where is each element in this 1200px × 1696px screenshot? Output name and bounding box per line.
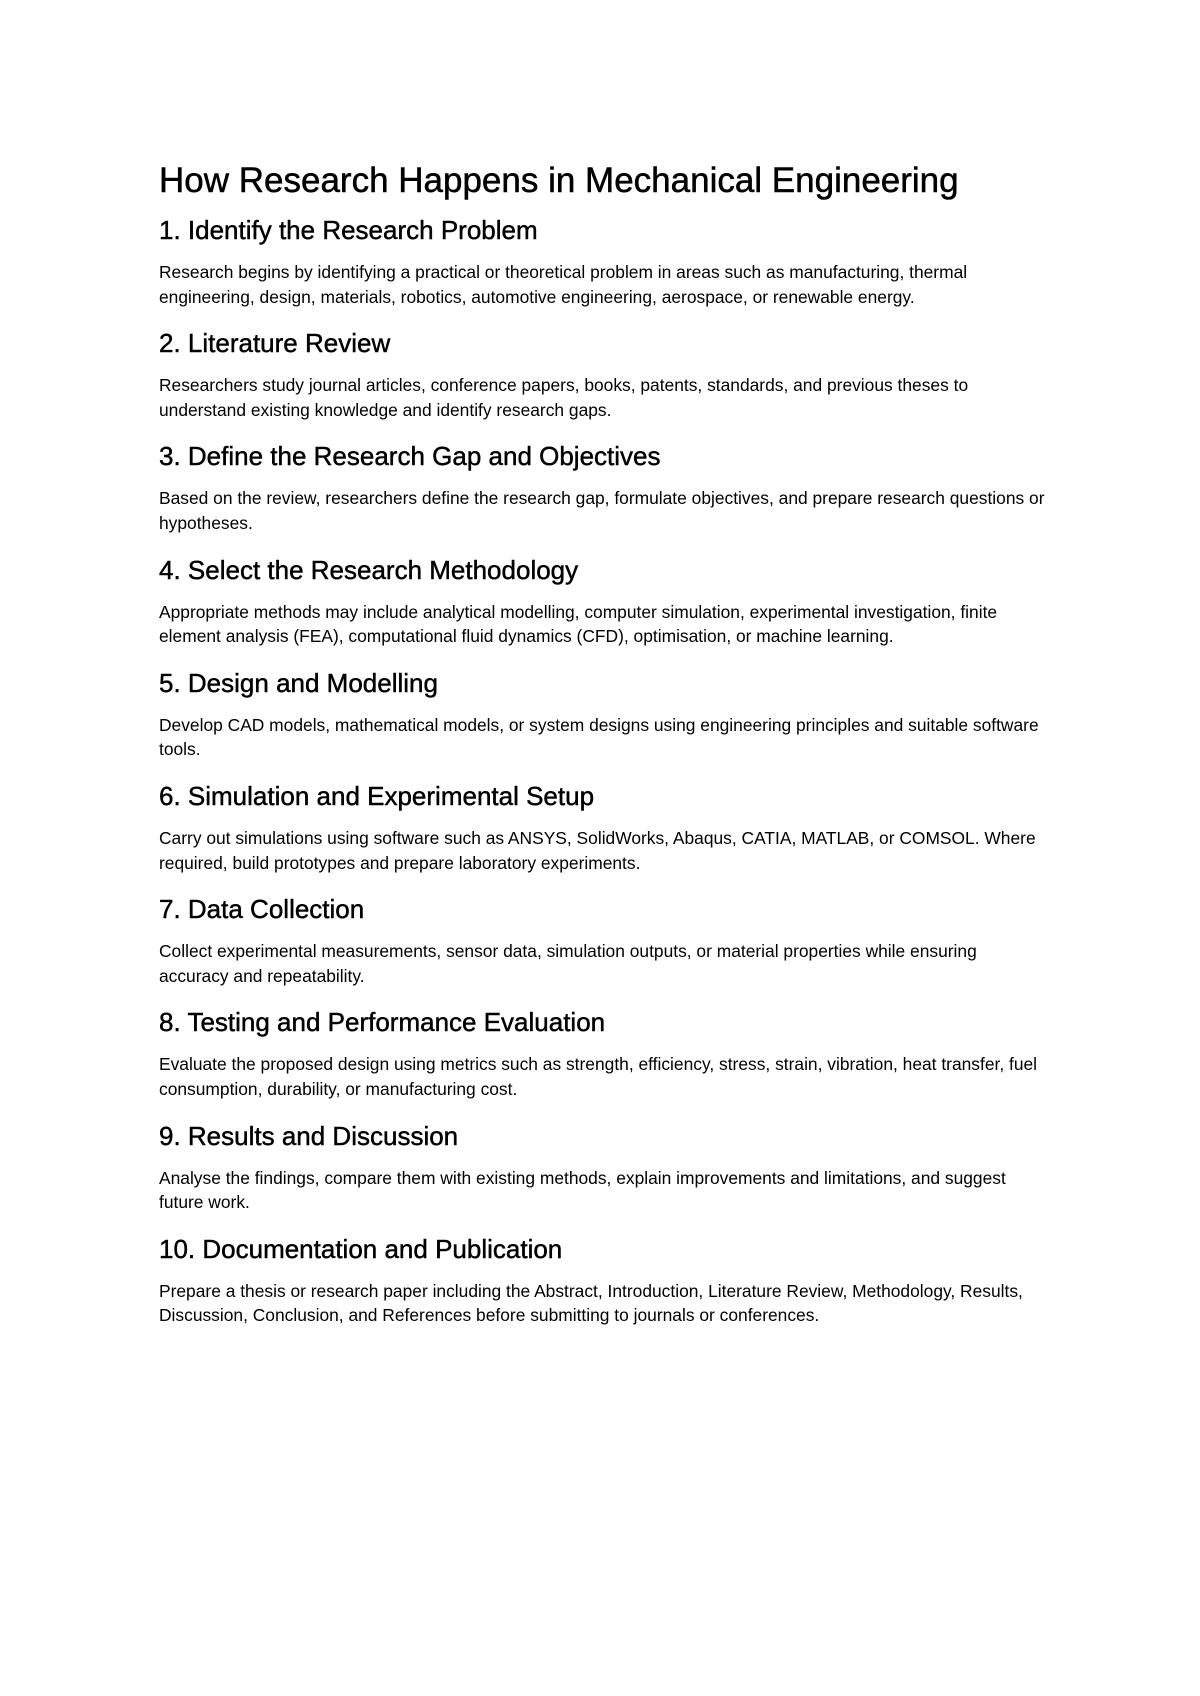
section-body: Collect experimental measurements, sensor data, simulation outputs, or material properties while ensuring accuracy and repeatability. [159, 941, 977, 986]
section-body: Evaluate the proposed design using metrics such as strength, efficiency, stress, strain, vibration, heat transfer, fuel consumption, durability, or manufacturing cost. [159, 1054, 1038, 1099]
section-body: Based on the review, researchers define the research gap, formulate objectives, and prepare research questions or hypotheses. [159, 488, 1045, 533]
section-heading: 7. Data Collection [159, 894, 365, 925]
section-results-discussion [159, 1120, 1059, 1215]
section-heading: 3. Define the Research Gap and Objectives [159, 441, 661, 472]
section-body: Develop CAD models, mathematical models, or system designs using engineering principles and suitable software tools. [159, 714, 1039, 760]
section-body: Appropriate methods may include analytical modelling, computer simulation, experimental investigation, finite element analysis (FEA), computational fluid dynamics (CFD), optimisation, or machine learning. [159, 601, 998, 647]
section-documentation-publication [159, 1233, 1059, 1328]
section-body: Researchers study journal articles, conference papers, books, patents, standards, and previous theses to understand existing knowledge and identify research gaps. [159, 375, 969, 420]
document-content [159, 160, 1059, 1328]
section-heading: 4. Select the Research Methodology [159, 554, 579, 585]
section-testing-evaluation [159, 1006, 1059, 1101]
section-research-gap [159, 440, 1059, 535]
section-methodology [159, 554, 1059, 649]
section-design-modelling [159, 667, 1059, 762]
section-body: Prepare a thesis or research paper including the Abstract, Introduction, Literature Review, Methodology, Results, Discussion, Conclusion, and References before submitting to journals or conferences. [159, 1280, 1023, 1326]
section-heading: 1. Identify the Research Problem [159, 215, 538, 245]
section-body: Research begins by identifying a practical or theoretical problem in areas such as manufacturing, thermal engineering, design, materials, robotics, automotive engineering, aerospace, or renewable energy. [159, 262, 968, 307]
section-body: Analyse the findings, compare them with existing methods, explain improvements and limitations, and suggest future work. [159, 1167, 1006, 1213]
section-body: Carry out simulations using software such as ANSYS, SolidWorks, Abaqus, CATIA, MATLAB, or COMSOL. Where required, build prototypes and prepare laboratory experiments. [159, 827, 1036, 873]
section-heading: 9. Results and Discussion [159, 1120, 459, 1151]
section-identify-problem [159, 214, 1059, 309]
section-literature-review [159, 327, 1059, 422]
section-heading: 2. Literature Review [159, 328, 391, 359]
section-simulation-setup [159, 780, 1059, 875]
section-heading: 5. Design and Modelling [159, 667, 438, 698]
document-title: How Research Happens in Mechanical Engineering [159, 161, 959, 200]
section-heading: 10. Documentation and Publication [159, 1233, 563, 1264]
section-heading: 8. Testing and Performance Evaluation [159, 1007, 606, 1038]
section-heading: 6. Simulation and Experimental Setup [159, 780, 595, 811]
section-data-collection [159, 893, 1059, 988]
